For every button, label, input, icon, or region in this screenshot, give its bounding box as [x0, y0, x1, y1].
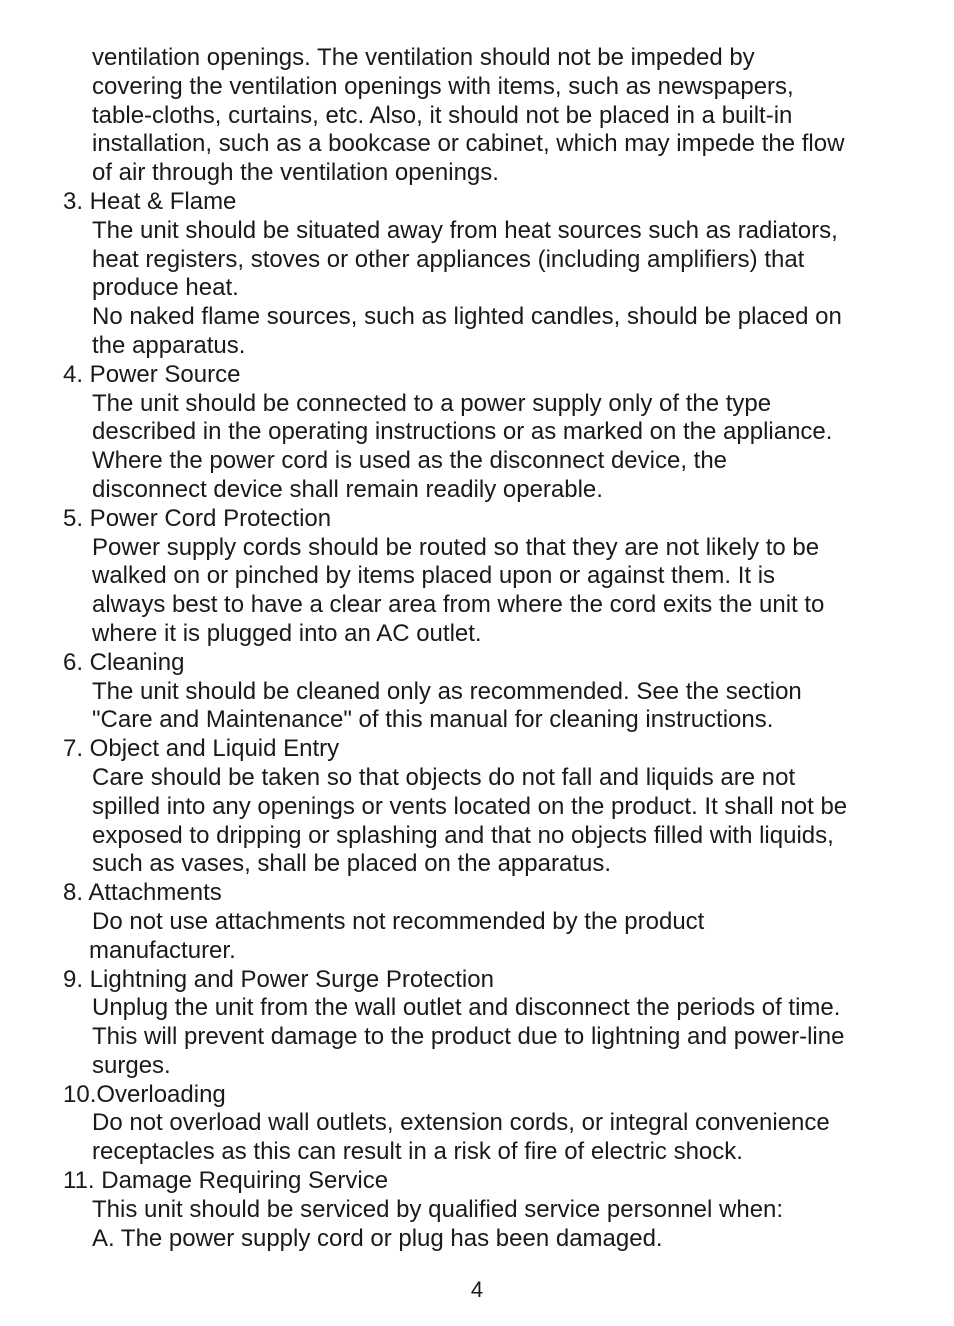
body-text-line: produce heat. — [92, 274, 239, 302]
section-heading: 7. Object and Liquid Entry — [63, 735, 340, 763]
body-text-line: Care should be taken so that objects do not fall and liquids are not — [92, 763, 796, 791]
body-text-line: The unit should be cleaned only as recommended. See the section — [92, 677, 802, 705]
section-heading: 8. Attachments — [63, 879, 222, 907]
body-text-line: of air through the ventilation openings. — [92, 159, 499, 187]
body-text-line: spilled into any openings or vents located on the product. It shall not be — [92, 792, 848, 820]
body-text-line: receptacles as this can result in a risk of fire of electric shock. — [92, 1138, 743, 1166]
body-text-line: disconnect device shall remain readily operable. — [92, 475, 603, 503]
page-number: 4 — [470, 1277, 484, 1302]
section-heading: 4. Power Source — [63, 360, 241, 388]
body-text-line: "Care and Maintenance" of this manual for cleaning instructions. — [92, 706, 774, 734]
section-heading: 5. Power Cord Protection — [63, 504, 332, 532]
body-text-line: This unit should be serviced by qualified service personnel when: — [92, 1195, 784, 1223]
manual-page-text — [0, 44, 954, 1253]
section-heading: 10.Overloading — [63, 1080, 226, 1108]
body-text-line: table-cloths, curtains, etc. Also, it should not be placed in a built-in — [92, 101, 793, 129]
body-text-line: Power supply cords should be routed so that they are not likely to be — [92, 533, 820, 561]
section-heading: 9. Lightning and Power Surge Protection — [63, 965, 494, 993]
body-text-line: Where the power cord is used as the disconnect device, the — [92, 447, 728, 475]
body-text-line: installation, such as a bookcase or cabinet, which may impede the flow — [92, 130, 845, 158]
body-text-line: where it is plugged into an AC outlet. — [92, 619, 482, 647]
body-text-line: A. The power supply cord or plug has been damaged. — [92, 1224, 663, 1252]
body-text-line: Unplug the unit from the wall outlet and disconnect the periods of time. — [92, 994, 841, 1022]
body-text-line: surges. — [92, 1051, 171, 1079]
body-text-line: covering the ventilation openings with items, such as newspapers, — [92, 72, 794, 100]
section-heading: 11. Damage Requiring Service — [63, 1167, 389, 1195]
body-text-line: the apparatus. — [92, 331, 246, 359]
body-text-line: The unit should be situated away from heat sources such as radiators, — [92, 216, 838, 244]
section-heading: 3. Heat & Flame — [63, 187, 237, 215]
body-text-line: described in the operating instructions or as marked on the appliance. — [92, 418, 833, 446]
body-text-line: walked on or pinched by items placed upon or against them. It is — [92, 562, 776, 590]
body-text-line: manufacturer. — [89, 936, 236, 964]
body-text-line: such as vases, shall be placed on the apparatus. — [92, 850, 611, 878]
body-text-line: The unit should be connected to a power supply only of the type — [92, 389, 772, 417]
body-text-line: This will prevent damage to the product due to lightning and power-line — [92, 1023, 845, 1051]
body-text-line: heat registers, stoves or other appliances (including amplifiers) that — [92, 245, 805, 273]
body-text-line: Do not overload wall outlets, extension cords, or integral convenience — [92, 1109, 830, 1137]
body-text-line: Do not use attachments not recommended by the product — [92, 907, 705, 935]
body-text-line: No naked flame sources, such as lighted candles, should be placed on — [92, 303, 842, 331]
body-text-line: ventilation openings. The ventilation should not be impeded by — [92, 44, 755, 71]
section-heading: 6. Cleaning — [63, 648, 185, 676]
body-text-line: always best to have a clear area from where the cord exits the unit to — [92, 591, 825, 619]
body-text-line: exposed to dripping or splashing and that no objects filled with liquids, — [92, 821, 834, 849]
